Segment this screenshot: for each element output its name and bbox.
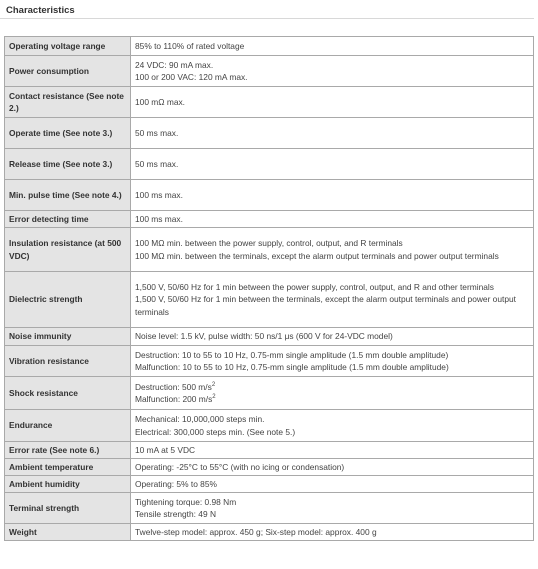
title-divider — [0, 18, 534, 19]
row-value — [131, 442, 534, 459]
row-label: Operating voltage range — [5, 37, 131, 56]
value-text: 1,500 V, 50/60 Hz for 1 min between the terminals, except the alarm output terminals and power output terminals — [135, 294, 516, 317]
value-text: Operating: 5% to 85% — [135, 478, 217, 489]
value-line — [135, 393, 529, 406]
value-text: 85% to 110% of rated voltage — [135, 40, 245, 51]
row-value — [131, 149, 534, 180]
row-label: Power consumption — [5, 56, 131, 87]
value-text: Destruction: 500 m/s — [135, 381, 212, 392]
value-text: 1,500 V, 50/60 Hz for 1 min between the power supply, control, output, and R and other terminals — [135, 281, 494, 292]
value-text: 100 mΩ max. — [135, 96, 186, 107]
value-line — [135, 526, 529, 539]
value-text: 100 ms max. — [135, 213, 183, 224]
table-row — [5, 346, 534, 377]
value-line — [135, 508, 529, 521]
value-line — [135, 330, 529, 343]
table-row — [5, 87, 534, 118]
row-value — [131, 377, 534, 410]
value-text: Malfunction: 10 to 55 to 10 Hz, 0.75-mm single amplitude (1.5 mm double amplitude) — [135, 362, 449, 372]
value-line — [135, 96, 529, 109]
row-value — [131, 346, 534, 377]
value-line — [135, 426, 529, 439]
table-row — [5, 410, 534, 442]
row-label: Terminal strength — [5, 493, 131, 524]
value-line — [135, 461, 529, 474]
characteristics-table-body — [5, 37, 534, 541]
row-value — [131, 228, 534, 272]
row-value — [131, 476, 534, 493]
row-label: Shock resistance — [5, 377, 131, 410]
table-row — [5, 37, 534, 56]
table-row — [5, 228, 534, 272]
table-row — [5, 377, 534, 410]
value-line — [135, 213, 529, 226]
row-label: Error rate (See note 6.) — [5, 442, 131, 459]
section-title: Characteristics — [6, 5, 75, 16]
value-line — [135, 59, 529, 72]
table-row — [5, 476, 534, 493]
value-text: Tensile strength: 49 N — [135, 509, 217, 519]
value-text: Mechanical: 10,000,000 steps min. — [135, 414, 265, 424]
row-value — [131, 524, 534, 541]
row-value — [131, 493, 534, 524]
table-row — [5, 272, 534, 328]
table-row — [5, 442, 534, 459]
row-label: Error detecting time — [5, 211, 131, 228]
table-row — [5, 149, 534, 180]
row-value — [131, 56, 534, 87]
row-label: Insulation resistance (at 500 VDC) — [5, 228, 131, 272]
value-line — [135, 381, 529, 394]
value-text: 50 ms max. — [135, 158, 179, 169]
row-value — [131, 87, 534, 118]
value-line — [135, 40, 529, 53]
table-row — [5, 459, 534, 476]
value-text: Tightening torque: 0.98 Nm — [135, 496, 237, 507]
row-label: Vibration resistance — [5, 346, 131, 377]
value-line — [135, 349, 529, 362]
row-label: Ambient humidity — [5, 476, 131, 493]
row-label: Endurance — [5, 410, 131, 442]
value-text: Malfunction: 200 m/s — [135, 394, 213, 404]
value-line — [135, 293, 529, 318]
row-label: Ambient temperature — [5, 459, 131, 476]
row-label: Operate time (See note 3.) — [5, 118, 131, 149]
table-row — [5, 328, 534, 346]
row-value — [131, 180, 534, 211]
value-text: 100 or 200 VAC: 120 mA max. — [135, 72, 248, 82]
value-text: Destruction: 10 to 55 to 10 Hz, 0.75-mm single amplitude (1.5 mm double amplitude) — [135, 349, 449, 360]
value-line — [135, 281, 529, 294]
value-line — [135, 127, 529, 140]
value-text: 100 ms max. — [135, 189, 183, 200]
table-row — [5, 180, 534, 211]
value-text: 24 VDC: 90 mA max. — [135, 59, 214, 70]
value-text: 100 MΩ min. between the power supply, control, output, and R terminals — [135, 238, 403, 248]
value-text: 100 MΩ min. between the terminals, except the alarm output terminals and power output terminals — [135, 250, 499, 261]
row-value — [131, 37, 534, 56]
value-line — [135, 478, 529, 491]
value-line — [135, 413, 529, 426]
value-text: Twelve-step model: approx. 450 g; Six-step model: approx. 400 g — [135, 526, 377, 537]
table-row — [5, 118, 534, 149]
table-row — [5, 211, 534, 228]
row-label: Dielectric strength — [5, 272, 131, 328]
row-value — [131, 211, 534, 228]
value-line — [135, 250, 529, 263]
row-label: Release time (See note 3.) — [5, 149, 131, 180]
superscript: 2 — [212, 394, 216, 401]
row-label: Contact resistance (See note 2.) — [5, 87, 131, 118]
value-line — [135, 496, 529, 509]
row-value — [131, 459, 534, 476]
row-value — [131, 328, 534, 346]
value-line — [135, 237, 529, 250]
value-line — [135, 444, 529, 457]
superscript: 2 — [211, 381, 216, 388]
row-value — [131, 272, 534, 328]
value-text: Electrical: 300,000 steps min. (See note 5.) — [135, 426, 296, 437]
value-line — [135, 158, 529, 171]
value-text: Operating: -25°C to 55°C (with no icing or condensation) — [135, 461, 345, 472]
table-row — [5, 524, 534, 541]
value-text: 10 mA at 5 VDC — [135, 444, 196, 455]
row-value — [131, 410, 534, 442]
value-line — [135, 189, 529, 202]
value-text: Noise level: 1.5 kV, pulse width: 50 ns/1 μs (600 V for 24-VDC model) — [135, 331, 393, 342]
row-label: Noise immunity — [5, 328, 131, 346]
value-text: 50 ms max. — [135, 127, 179, 138]
table-row — [5, 493, 534, 524]
value-line — [135, 71, 529, 84]
characteristics-table — [4, 36, 534, 541]
row-label: Min. pulse time (See note 4.) — [5, 180, 131, 211]
value-line — [135, 361, 529, 374]
table-row — [5, 56, 534, 87]
row-label: Weight — [5, 524, 131, 541]
row-value — [131, 118, 534, 149]
